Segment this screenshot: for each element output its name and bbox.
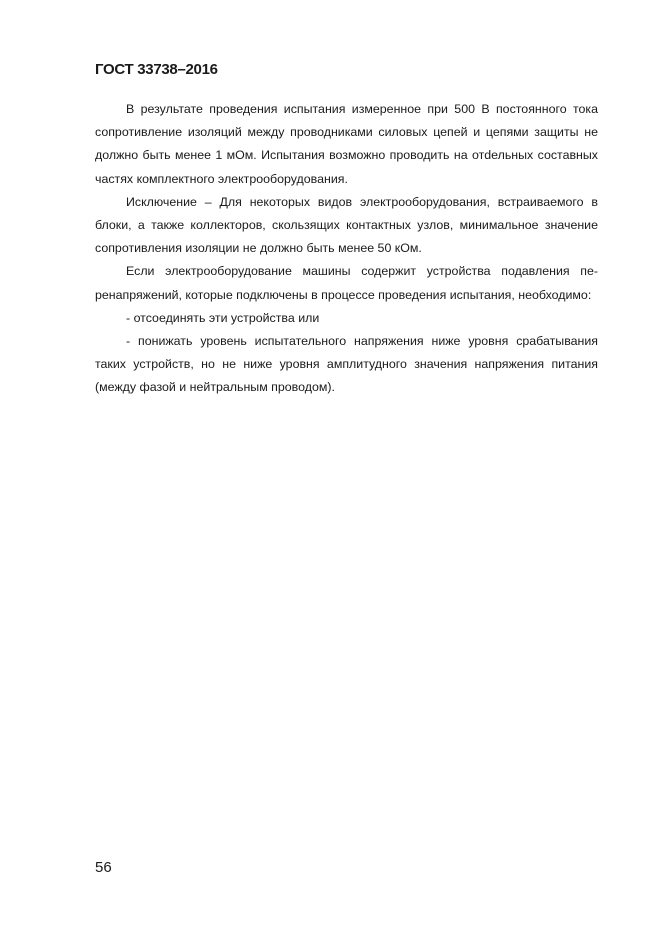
paragraph-surge-suppressors: Если электрооборудование машины содержит устройства подавления перенапряжений, которые подключены в процессе проведения испытания, необходимо: xyxy=(95,264,598,302)
document-code-header: ГОСТ 33738–2016 xyxy=(95,61,218,78)
paragraph-insulation-resistance: В результате проведения испытания измеренное при 500 В постоянного тока сопротивление изоляций между проводниками силовых цепей и цепями защиты не должно быть менее 1 мОм. Испытания возможно проводить на отdельных составных частях комплектного электрооборудования. xyxy=(95,102,598,186)
page-number: 56 xyxy=(95,859,112,876)
list-item-disconnect: - отсоединять эти устройства или xyxy=(126,310,320,325)
body-text xyxy=(95,98,598,400)
list-item-lower-voltage: - понижать уровень испытательного напряжения ниже уровня срабатывания таких устройств, но не ниже уровня амплитудного значения напряжения питания (между фазой и нейтральным проводом). xyxy=(95,334,598,395)
paragraph-exception: Исключение – Для некоторых видов электрооборудования, встраиваемого в блоки, а также коллекторов, скользящих контактных узлов, минимальное значение сопротивления изоляции не должно быть менее 50 кОм. xyxy=(95,194,598,256)
